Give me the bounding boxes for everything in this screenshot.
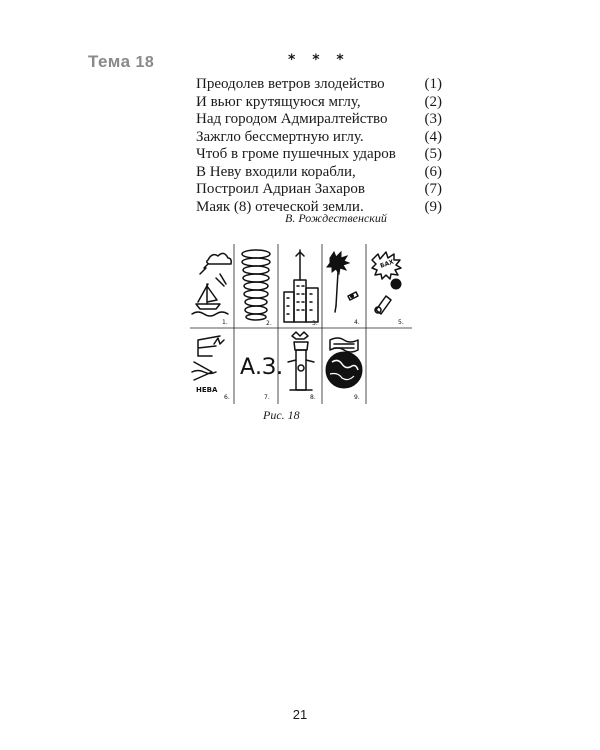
poem-line <box>196 146 442 164</box>
poem-line-number: (7) <box>424 181 442 197</box>
panel-label-3: 3. <box>312 320 318 327</box>
burning-needle-icon <box>327 252 358 312</box>
neva-word: НЕВА <box>196 386 218 394</box>
poem-line <box>196 94 442 112</box>
poem-line <box>196 129 442 147</box>
globe-flag-icon <box>326 338 362 388</box>
poem-ornament: * * * <box>288 52 350 68</box>
poem-line-number: (2) <box>424 93 442 110</box>
poem-line-number: (6) <box>424 163 442 180</box>
blast-word: БАХ <box>379 258 395 270</box>
poem-line-text: Маяк (8) отеческой земли. <box>196 198 364 215</box>
poem-line-text: И вьюг крутящуюся мглу, <box>196 93 361 110</box>
poem-line-text: Преодолев ветров злодейство <box>196 76 385 92</box>
lighthouse-icon <box>288 332 314 390</box>
poem-line-number: (3) <box>424 111 442 127</box>
poem <box>196 76 442 216</box>
panel-label-9: 9. <box>354 394 360 401</box>
panel-label-6: 6. <box>224 394 230 401</box>
poem-line-number: (5) <box>424 146 442 162</box>
poem-line <box>196 181 442 199</box>
topic-word: Тема <box>88 52 131 71</box>
topic-heading <box>88 52 154 72</box>
poem-line-number: (1) <box>424 76 442 92</box>
figure-caption: Рис. 18 <box>263 408 300 422</box>
zakharov-initials: А.З. <box>240 355 284 380</box>
panel-label-2: 2. <box>266 320 272 327</box>
poem-line-number: (4) <box>424 128 442 145</box>
cannon-blast-icon <box>372 252 401 314</box>
poem-line-text: В Неву входили корабли, <box>196 163 356 180</box>
poem-line <box>196 111 442 129</box>
poem-line-text: Над городом Адмиралтейство <box>196 111 388 127</box>
panel-label-8: 8. <box>310 394 316 401</box>
poem-line <box>196 164 442 182</box>
topic-number: 18 <box>135 54 155 71</box>
poem-line-text: Построил Адриан Захаров <box>196 181 366 197</box>
poem-author: В. Рождественский <box>285 211 387 225</box>
whirlwind-spiral-icon <box>242 250 270 320</box>
panel-label-7: 7. <box>264 394 270 401</box>
panel-label-1: 1. <box>222 319 228 326</box>
page-number: 21 <box>292 707 308 722</box>
sailboat-wind-icon <box>192 253 231 316</box>
poem-line-number: (9) <box>424 198 442 215</box>
admiralty-spire-icon <box>284 250 318 322</box>
neva-ship-icon <box>192 336 224 394</box>
panel-label-5: 5. <box>398 319 404 326</box>
zakharov-initials-icon <box>240 355 283 380</box>
poem-line-text: Зажгло бессмертную иглу. <box>196 128 364 145</box>
pictogram-figure <box>190 244 412 409</box>
poem-line-text: Чтоб в громе пушечных ударов <box>196 146 396 162</box>
panel-label-4: 4. <box>354 319 360 326</box>
poem-line <box>196 76 442 94</box>
